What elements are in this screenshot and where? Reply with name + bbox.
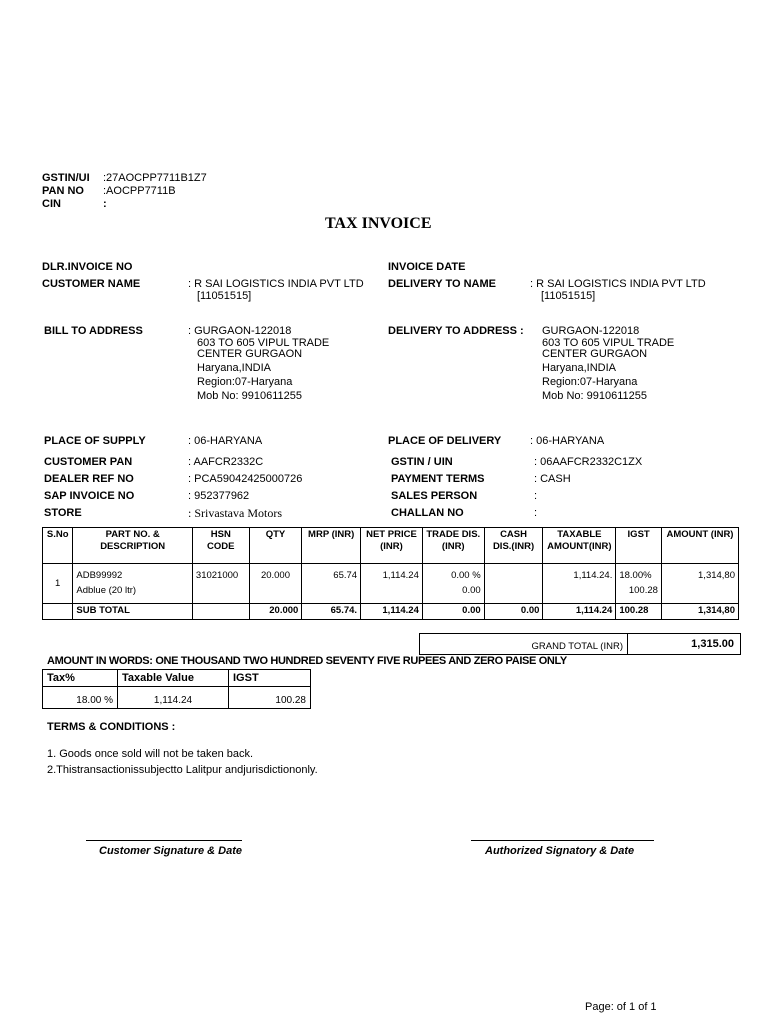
dealer-ref-value: : PCA59042425000726 bbox=[188, 473, 303, 485]
authorized-signature-line bbox=[471, 840, 654, 841]
store-value: : Srivastava Motors bbox=[188, 506, 282, 520]
grand-total-box bbox=[419, 633, 741, 655]
header-line: DIS.(INR) bbox=[492, 541, 535, 552]
delivery-address-label: DELIVERY TO ADDRESS : bbox=[388, 325, 524, 337]
igst-pct: 18.00% bbox=[619, 570, 652, 581]
tax-header-percent: Tax% bbox=[43, 670, 118, 687]
gstin-label: GSTIN/UI bbox=[42, 172, 90, 184]
subtotal-net: 1,114.24 bbox=[361, 604, 423, 620]
customer-signature-label: Customer Signature & Date bbox=[99, 845, 243, 857]
header-line: DESCRIPTION bbox=[100, 541, 166, 552]
customer-signature-line bbox=[86, 840, 242, 841]
tax-header-igst: IGST bbox=[229, 670, 311, 687]
col-header-mrp: MRP (INR) bbox=[302, 528, 361, 564]
part-no: ADB99992 bbox=[76, 570, 123, 581]
subtotal-empty bbox=[192, 604, 249, 620]
address-line: Haryana,INDIA bbox=[197, 362, 271, 374]
address-line: Mob No: 9910611255 bbox=[197, 390, 302, 402]
sap-invoice-label: SAP INVOICE NO bbox=[44, 490, 135, 502]
address-line: GURGAON-122018 bbox=[542, 325, 640, 337]
igst-amount: 100.28 bbox=[628, 585, 658, 596]
header-line: (INR) bbox=[380, 541, 403, 552]
delivery-to-value: : R SAI LOGISTICS INDIA PVT LTD bbox=[530, 278, 706, 290]
cell-amount: 1,314,80 bbox=[661, 564, 738, 604]
grand-total-value: 1,315.00 bbox=[691, 638, 734, 650]
trade-pct: 0.00 % bbox=[451, 570, 481, 581]
tax-header-taxable: Taxable Value bbox=[118, 670, 229, 687]
gstin-value: :27AOCPP7711B1Z7 bbox=[103, 172, 207, 184]
tax-percent: 18.00 % bbox=[43, 687, 118, 709]
subtotal-row bbox=[43, 604, 739, 620]
customer-name-value: : R SAI LOGISTICS INDIA PVT LTD bbox=[188, 278, 364, 290]
address-line: Region:07-Haryana bbox=[542, 376, 638, 388]
subtotal-qty: 20.000 bbox=[249, 604, 302, 620]
subtotal-taxable: 1,114.24 bbox=[543, 604, 616, 620]
address-line: Region:07-Haryana bbox=[197, 376, 293, 388]
tax-taxable-value: 1,114.24 bbox=[118, 687, 229, 709]
subtotal-trade: 0.00 bbox=[422, 604, 484, 620]
place-supply-label: PLACE OF SUPPLY bbox=[44, 435, 146, 447]
col-header-sno: S.No bbox=[43, 528, 73, 564]
header-line: AMOUNT(INR) bbox=[547, 541, 612, 552]
cell-cash bbox=[484, 564, 543, 604]
gstin-uin-value: : 06AAFCR2332C1ZX bbox=[534, 456, 643, 468]
delivery-to-label: DELIVERY TO NAME bbox=[388, 278, 496, 290]
header-line: PART NO. & bbox=[105, 529, 160, 540]
table-row bbox=[43, 564, 739, 604]
header-line: TAXABLE bbox=[557, 529, 602, 540]
header-line: TRADE DIS. bbox=[426, 529, 481, 540]
col-header-hsn: HSN CODE bbox=[192, 528, 249, 564]
subtotal-mrp: 65.74. bbox=[302, 604, 361, 620]
address-line: CENTER GURGAON bbox=[197, 348, 303, 360]
payment-terms-value: : CASH bbox=[534, 473, 571, 485]
terms-item: 1. Goods once sold will not be taken back. bbox=[47, 748, 254, 760]
place-delivery-value: : 06-HARYANA bbox=[530, 435, 605, 447]
cell-hsn: 31021000 bbox=[192, 564, 249, 604]
dealer-ref-label: DEALER REF NO bbox=[44, 473, 134, 485]
part-description: Adblue (20 ltr) bbox=[76, 585, 137, 596]
header-line: CASH bbox=[500, 529, 527, 540]
col-header-net bbox=[361, 528, 423, 564]
address-line: 603 TO 605 VIPUL TRADE bbox=[542, 337, 675, 349]
cell-igst bbox=[616, 564, 662, 604]
pan-label: PAN NO bbox=[42, 185, 84, 197]
cell-net: 1,114.24 bbox=[361, 564, 423, 604]
tax-summary-table bbox=[42, 669, 311, 709]
col-header-cash bbox=[484, 528, 543, 564]
cell-mrp: 65.74 bbox=[302, 564, 361, 604]
items-table bbox=[42, 527, 739, 620]
cell-trade bbox=[422, 564, 484, 604]
address-line: 603 TO 605 VIPUL TRADE bbox=[197, 337, 330, 349]
customer-code: [11051515] bbox=[197, 290, 252, 302]
bill-to-label: BILL TO ADDRESS bbox=[44, 325, 143, 337]
cin-label: CIN bbox=[42, 198, 61, 210]
customer-name-label: CUSTOMER NAME bbox=[42, 278, 141, 290]
col-header-igst: IGST bbox=[616, 528, 662, 564]
place-delivery-label: PLACE OF DELIVERY bbox=[388, 435, 502, 447]
col-header-taxable bbox=[543, 528, 616, 564]
cell-taxable: 1,114.24. bbox=[543, 564, 616, 604]
amount-in-words: AMOUNT IN WORDS: ONE THOUSAND TWO HUNDRED SEVENTY FIVE RUPEES AND ZERO PAISE ONLY bbox=[47, 655, 567, 667]
customer-pan-label: CUSTOMER PAN bbox=[44, 456, 133, 468]
bill-to-address bbox=[188, 325, 329, 403]
delivery-address bbox=[542, 325, 674, 403]
address-line: CENTER GURGAON bbox=[542, 348, 648, 360]
subtotal-amount: 1,314,80 bbox=[661, 604, 738, 620]
terms-item: 2.Thistransactionissubjectto Lalitpur andjurisdictiononly. bbox=[47, 764, 318, 776]
address-line: : GURGAON-122018 bbox=[188, 325, 292, 337]
cin-value: : bbox=[103, 198, 107, 210]
tax-header-row bbox=[43, 670, 311, 687]
terms-heading: TERMS & CONDITIONS : bbox=[47, 721, 176, 733]
challan-value: : bbox=[534, 507, 538, 519]
col-header-part bbox=[73, 528, 193, 564]
subtotal-igst: 100.28 bbox=[616, 604, 662, 620]
dlr-invoice-label: DLR.INVOICE NO bbox=[42, 261, 133, 273]
sales-person-value: : bbox=[534, 490, 538, 502]
sap-invoice-value: : 952377962 bbox=[188, 490, 250, 502]
trade-amount: 0.00 bbox=[462, 585, 481, 596]
address-line: Haryana,INDIA bbox=[542, 362, 616, 374]
delivery-to-code: [11051515] bbox=[541, 290, 596, 302]
tax-row bbox=[43, 687, 311, 709]
authorized-signature-label: Authorized Signatory & Date bbox=[485, 845, 635, 857]
customer-pan-value: : AAFCR2332C bbox=[188, 456, 264, 468]
grand-total-label: GRAND TOTAL (INR) bbox=[420, 634, 628, 654]
col-header-amount: AMOUNT (INR) bbox=[661, 528, 738, 564]
tax-igst-value: 100.28 bbox=[229, 687, 311, 709]
header-line: (INR) bbox=[441, 541, 465, 552]
page-number: Page: of 1 of 1 bbox=[585, 1001, 657, 1013]
gstin-uin-label: GSTIN / UIN bbox=[391, 456, 453, 468]
sales-person-label: SALES PERSON bbox=[391, 490, 478, 502]
header-line: NET PRICE bbox=[366, 529, 417, 540]
challan-label: CHALLAN NO bbox=[391, 507, 464, 519]
subtotal-empty bbox=[43, 604, 73, 620]
subtotal-label: SUB TOTAL bbox=[73, 604, 193, 620]
subtotal-cash: 0.00 bbox=[484, 604, 543, 620]
store-label: STORE bbox=[44, 507, 82, 519]
cell-qty: 20.000 bbox=[249, 564, 302, 604]
payment-terms-label: PAYMENT TERMS bbox=[391, 473, 485, 485]
table-header-row bbox=[43, 528, 739, 564]
address-line: Mob No: 9910611255 bbox=[542, 390, 647, 402]
cell-sno: 1 bbox=[43, 564, 73, 604]
col-header-qty: QTY bbox=[249, 528, 302, 564]
col-header-trade bbox=[422, 528, 484, 564]
cell-part bbox=[73, 564, 193, 604]
pan-value: :AOCPP7711B bbox=[103, 185, 176, 197]
page-title: TAX INVOICE bbox=[325, 215, 432, 232]
place-supply-value: : 06-HARYANA bbox=[188, 435, 263, 447]
invoice-date-label: INVOICE DATE bbox=[388, 261, 466, 273]
